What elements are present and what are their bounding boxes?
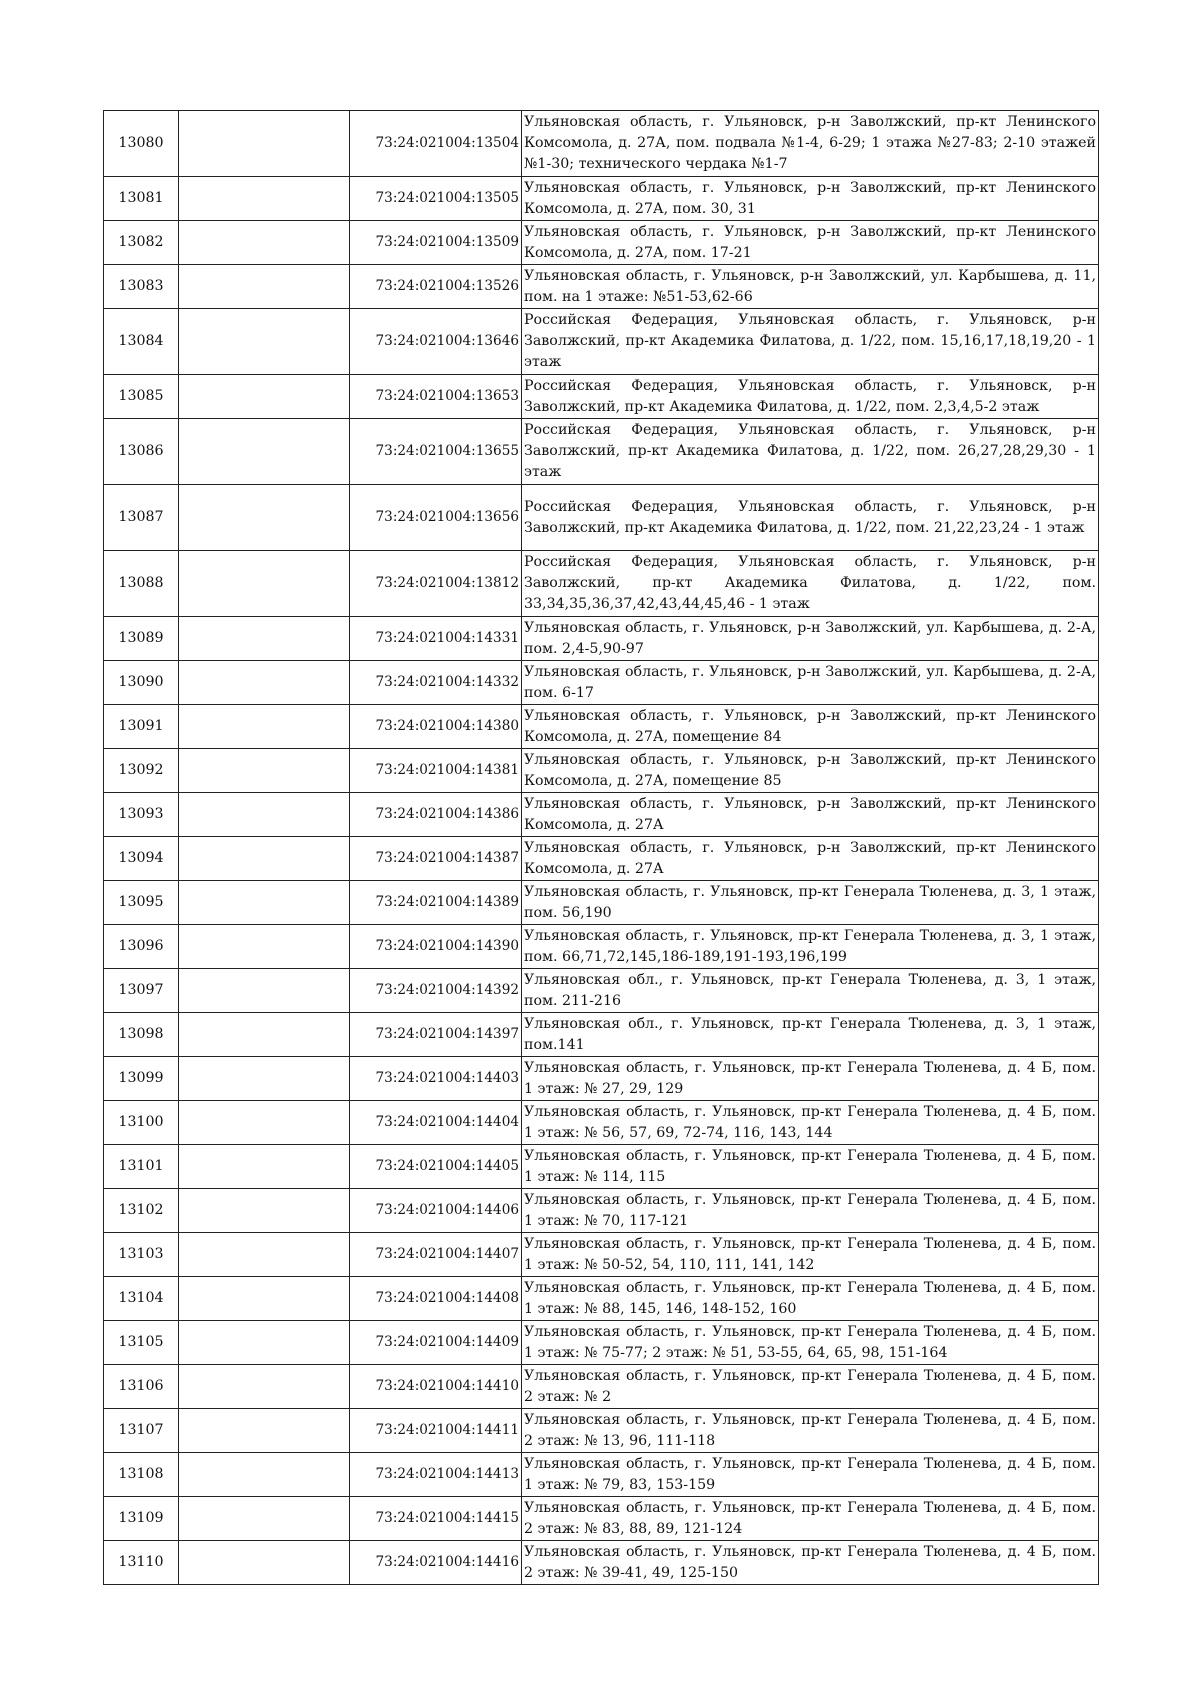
table-row — [104, 881, 1099, 925]
row-number: 13104 — [104, 1277, 179, 1321]
table-body — [104, 111, 1099, 1585]
table-row — [104, 419, 1099, 485]
cadastral-number: 73:24:021004:14390 — [350, 925, 522, 969]
table-row — [104, 925, 1099, 969]
row-number: 13093 — [104, 793, 179, 837]
address-cell: Российская Федерация, Ульяновская область, г. Ульяновск, р-н Заволжский, пр-кт Академика Филатова, д. 1/22, пом. 33,34,35,36,37,42,43,44,45,46 - 1 этаж — [522, 551, 1099, 617]
cadastral-number: 73:24:021004:14386 — [350, 793, 522, 837]
empty-cell — [179, 309, 350, 375]
cadastral-number: 73:24:021004:14406 — [350, 1189, 522, 1233]
cadastral-number: 73:24:021004:13656 — [350, 485, 522, 551]
empty-cell — [179, 617, 350, 661]
cadastral-number: 73:24:021004:14411 — [350, 1409, 522, 1453]
table-row — [104, 1453, 1099, 1497]
row-number: 13086 — [104, 419, 179, 485]
table-row — [104, 1365, 1099, 1409]
row-number: 13105 — [104, 1321, 179, 1365]
table-row — [104, 969, 1099, 1013]
empty-cell — [179, 925, 350, 969]
empty-cell — [179, 375, 350, 419]
table-row — [104, 221, 1099, 265]
row-number: 13080 — [104, 111, 179, 177]
cadastral-number: 73:24:021004:14389 — [350, 881, 522, 925]
row-number: 13099 — [104, 1057, 179, 1101]
empty-cell — [179, 1057, 350, 1101]
empty-cell — [179, 1541, 350, 1585]
empty-cell — [179, 1013, 350, 1057]
table-row — [104, 177, 1099, 221]
row-number: 13108 — [104, 1453, 179, 1497]
row-number: 13085 — [104, 375, 179, 419]
row-number: 13091 — [104, 705, 179, 749]
cadastral-number: 73:24:021004:14409 — [350, 1321, 522, 1365]
empty-cell — [179, 1189, 350, 1233]
cadastral-number: 73:24:021004:14332 — [350, 661, 522, 705]
address-cell: Ульяновская область, г. Ульяновск, р-н Заволжский, ул. Карбышева, д. 11, пом. на 1 этаже: №51-53,62-66 — [522, 265, 1099, 309]
empty-cell — [179, 1277, 350, 1321]
address-cell: Российская Федерация, Ульяновская область, г. Ульяновск, р-н Заволжский, пр-кт Академика Филатова, д. 1/22, пом. 21,22,23,24 - 1 этаж — [522, 485, 1099, 551]
cadastral-number: 73:24:021004:13653 — [350, 375, 522, 419]
address-cell: Ульяновская область, г. Ульяновск, р-н Заволжский, ул. Карбышева, д. 2-А, пом. 6-17 — [522, 661, 1099, 705]
table-row — [104, 617, 1099, 661]
empty-cell — [179, 419, 350, 485]
cadastral-number: 73:24:021004:13655 — [350, 419, 522, 485]
address-cell: Ульяновская область, г. Ульяновск, р-н Заволжский, ул. Карбышева, д. 2-А, пом. 2,4-5,90-97 — [522, 617, 1099, 661]
row-number: 13088 — [104, 551, 179, 617]
table-row — [104, 485, 1099, 551]
empty-cell — [179, 551, 350, 617]
table-row — [104, 1233, 1099, 1277]
empty-cell — [179, 221, 350, 265]
row-number: 13106 — [104, 1365, 179, 1409]
address-cell: Ульяновская область, г. Ульяновск, пр-кт Генерала Тюленева, д. 4 Б, пом. 1 этаж: № 79, 83, 153-159 — [522, 1453, 1099, 1497]
address-cell: Ульяновская область, г. Ульяновск, р-н Заволжский, пр-кт Ленинского Комсомола, д. 27А — [522, 837, 1099, 881]
row-number: 13081 — [104, 177, 179, 221]
table-row — [104, 793, 1099, 837]
cadastral-number: 73:24:021004:14387 — [350, 837, 522, 881]
row-number: 13096 — [104, 925, 179, 969]
empty-cell — [179, 705, 350, 749]
address-cell: Российская Федерация, Ульяновская область, г. Ульяновск, р-н Заволжский, пр-кт Академика Филатова, д. 1/22, пом. 2,3,4,5-2 этаж — [522, 375, 1099, 419]
cadastral-number: 73:24:021004:14408 — [350, 1277, 522, 1321]
row-number: 13084 — [104, 309, 179, 375]
empty-cell — [179, 661, 350, 705]
table-row — [104, 1409, 1099, 1453]
empty-cell — [179, 1101, 350, 1145]
row-number: 13107 — [104, 1409, 179, 1453]
table-row — [104, 1277, 1099, 1321]
empty-cell — [179, 837, 350, 881]
address-cell: Ульяновская область, г. Ульяновск, пр-кт Генерала Тюленева, д. 4 Б, пом. 2 этаж: № 83, 88, 89, 121-124 — [522, 1497, 1099, 1541]
empty-cell — [179, 1365, 350, 1409]
empty-cell — [179, 1497, 350, 1541]
empty-cell — [179, 177, 350, 221]
row-number: 13089 — [104, 617, 179, 661]
address-cell: Ульяновская область, г. Ульяновск, пр-кт Генерала Тюленева, д. 4 Б, пом. 2 этаж: № 39-41, 49, 125-150 — [522, 1541, 1099, 1585]
row-number: 13109 — [104, 1497, 179, 1541]
row-number: 13102 — [104, 1189, 179, 1233]
row-number: 13092 — [104, 749, 179, 793]
cadastral-number: 73:24:021004:14331 — [350, 617, 522, 661]
address-cell: Ульяновская область, г. Ульяновск, р-н Заволжский, пр-кт Ленинского Комсомола, д. 27А, пом. подвала №1-4, 6-29; 1 этажа №27-83; 2-10 этажей №1-30; технического чердака №1-7 — [522, 111, 1099, 177]
address-cell: Ульяновская область, г. Ульяновск, пр-кт Генерала Тюленева, д. 4 Б, пом. 2 этаж: № 2 — [522, 1365, 1099, 1409]
empty-cell — [179, 1145, 350, 1189]
cadastral-number: 73:24:021004:14415 — [350, 1497, 522, 1541]
address-cell: Ульяновская область, г. Ульяновск, пр-кт Генерала Тюленева, д. 4 Б, пом. 2 этаж: № 13, 96, 111-118 — [522, 1409, 1099, 1453]
empty-cell — [179, 1233, 350, 1277]
address-cell: Ульяновская область, г. Ульяновск, пр-кт Генерала Тюленева, д. 4 Б, пом. 1 этаж: № 27, 29, 129 — [522, 1057, 1099, 1101]
table-row — [104, 265, 1099, 309]
row-number: 13090 — [104, 661, 179, 705]
row-number: 13098 — [104, 1013, 179, 1057]
row-number: 13095 — [104, 881, 179, 925]
address-cell: Ульяновская область, г. Ульяновск, р-н Заволжский, пр-кт Ленинского Комсомола, д. 27А, помещение 84 — [522, 705, 1099, 749]
address-cell: Ульяновская область, г. Ульяновск, р-н Заволжский, пр-кт Ленинского Комсомола, д. 27А, пом. 30, 31 — [522, 177, 1099, 221]
cadastral-number: 73:24:021004:14413 — [350, 1453, 522, 1497]
address-cell: Ульяновская обл., г. Ульяновск, пр-кт Генерала Тюленева, д. 3, 1 этаж, пом.141 — [522, 1013, 1099, 1057]
cadastral-number: 73:24:021004:13812 — [350, 551, 522, 617]
address-cell: Ульяновская обл., г. Ульяновск, пр-кт Генерала Тюленева, д. 3, 1 этаж, пом. 211-216 — [522, 969, 1099, 1013]
table-row — [104, 1145, 1099, 1189]
row-number: 13082 — [104, 221, 179, 265]
empty-cell — [179, 969, 350, 1013]
empty-cell — [179, 111, 350, 177]
empty-cell — [179, 265, 350, 309]
address-cell: Ульяновская область, г. Ульяновск, пр-кт Генерала Тюленева, д. 4 Б, пом. 1 этаж: № 114, 115 — [522, 1145, 1099, 1189]
empty-cell — [179, 749, 350, 793]
cadastral-number: 73:24:021004:14381 — [350, 749, 522, 793]
row-number: 13110 — [104, 1541, 179, 1585]
address-cell: Ульяновская область, г. Ульяновск, пр-кт Генерала Тюленева, д. 4 Б, пом. 1 этаж: № 56, 57, 69, 72-74, 116, 143, 144 — [522, 1101, 1099, 1145]
row-number: 13103 — [104, 1233, 179, 1277]
address-cell: Ульяновская область, г. Ульяновск, пр-кт Генерала Тюленева, д. 4 Б, пом. 1 этаж: № 75-77; 2 этаж: № 51, 53-55, 64, 65, 98, 151-164 — [522, 1321, 1099, 1365]
cadastral-number: 73:24:021004:14397 — [350, 1013, 522, 1057]
address-cell: Ульяновская область, г. Ульяновск, р-н Заволжский, пр-кт Ленинского Комсомола, д. 27А, помещение 85 — [522, 749, 1099, 793]
table-row — [104, 1189, 1099, 1233]
table-row — [104, 749, 1099, 793]
row-number: 13083 — [104, 265, 179, 309]
row-number: 13097 — [104, 969, 179, 1013]
cadastral-number: 73:24:021004:13504 — [350, 111, 522, 177]
empty-cell — [179, 1453, 350, 1497]
table-row — [104, 837, 1099, 881]
address-cell: Российская Федерация, Ульяновская область, г. Ульяновск, р-н Заволжский, пр-кт Академика Филатова, д. 1/22, пом. 26,27,28,29,30 - 1 этаж — [522, 419, 1099, 485]
empty-cell — [179, 881, 350, 925]
table-row — [104, 551, 1099, 617]
cadastral-number: 73:24:021004:14410 — [350, 1365, 522, 1409]
address-cell: Ульяновская область, г. Ульяновск, пр-кт Генерала Тюленева, д. 3, 1 этаж, пом. 56,190 — [522, 881, 1099, 925]
address-cell: Ульяновская область, г. Ульяновск, р-н Заволжский, пр-кт Ленинского Комсомола, д. 27А, пом. 17-21 — [522, 221, 1099, 265]
empty-cell — [179, 1321, 350, 1365]
cadastral-number: 73:24:021004:13509 — [350, 221, 522, 265]
row-number: 13094 — [104, 837, 179, 881]
row-number: 13101 — [104, 1145, 179, 1189]
address-cell: Ульяновская область, г. Ульяновск, пр-кт Генерала Тюленева, д. 4 Б, пом. 1 этаж: № 50-52, 54, 110, 111, 141, 142 — [522, 1233, 1099, 1277]
empty-cell — [179, 793, 350, 837]
cadastral-number: 73:24:021004:13526 — [350, 265, 522, 309]
empty-cell — [179, 1409, 350, 1453]
table-row — [104, 1101, 1099, 1145]
cadastral-number: 73:24:021004:14404 — [350, 1101, 522, 1145]
cadastral-number: 73:24:021004:14392 — [350, 969, 522, 1013]
cadastral-number: 73:24:021004:14407 — [350, 1233, 522, 1277]
cadastral-number: 73:24:021004:14403 — [350, 1057, 522, 1101]
table-row — [104, 705, 1099, 749]
address-cell: Ульяновская область, г. Ульяновск, р-н Заволжский, пр-кт Ленинского Комсомола, д. 27А — [522, 793, 1099, 837]
table-row — [104, 1541, 1099, 1585]
cadastral-number: 73:24:021004:13505 — [350, 177, 522, 221]
table-row — [104, 111, 1099, 177]
empty-cell — [179, 485, 350, 551]
table-row — [104, 1497, 1099, 1541]
address-cell: Ульяновская область, г. Ульяновск, пр-кт Генерала Тюленева, д. 4 Б, пом. 1 этаж: № 88, 145, 146, 148-152, 160 — [522, 1277, 1099, 1321]
table-row — [104, 1057, 1099, 1101]
address-cell: Ульяновская область, г. Ульяновск, пр-кт Генерала Тюленева, д. 3, 1 этаж, пом. 66,71,72,145,186-189,191-193,196,199 — [522, 925, 1099, 969]
row-number: 13100 — [104, 1101, 179, 1145]
cadastral-number: 73:24:021004:14380 — [350, 705, 522, 749]
table-row — [104, 661, 1099, 705]
table-row — [104, 1321, 1099, 1365]
address-cell: Ульяновская область, г. Ульяновск, пр-кт Генерала Тюленева, д. 4 Б, пом. 1 этаж: № 70, 117-121 — [522, 1189, 1099, 1233]
table-row — [104, 375, 1099, 419]
cadastral-number: 73:24:021004:13646 — [350, 309, 522, 375]
cadastral-number: 73:24:021004:14416 — [350, 1541, 522, 1585]
property-registry-table — [103, 110, 1099, 1585]
row-number: 13087 — [104, 485, 179, 551]
table-row — [104, 1013, 1099, 1057]
table-row — [104, 309, 1099, 375]
cadastral-number: 73:24:021004:14405 — [350, 1145, 522, 1189]
address-cell: Российская Федерация, Ульяновская область, г. Ульяновск, р-н Заволжский, пр-кт Академика Филатова, д. 1/22, пом. 15,16,17,18,19,20 - 1 этаж — [522, 309, 1099, 375]
